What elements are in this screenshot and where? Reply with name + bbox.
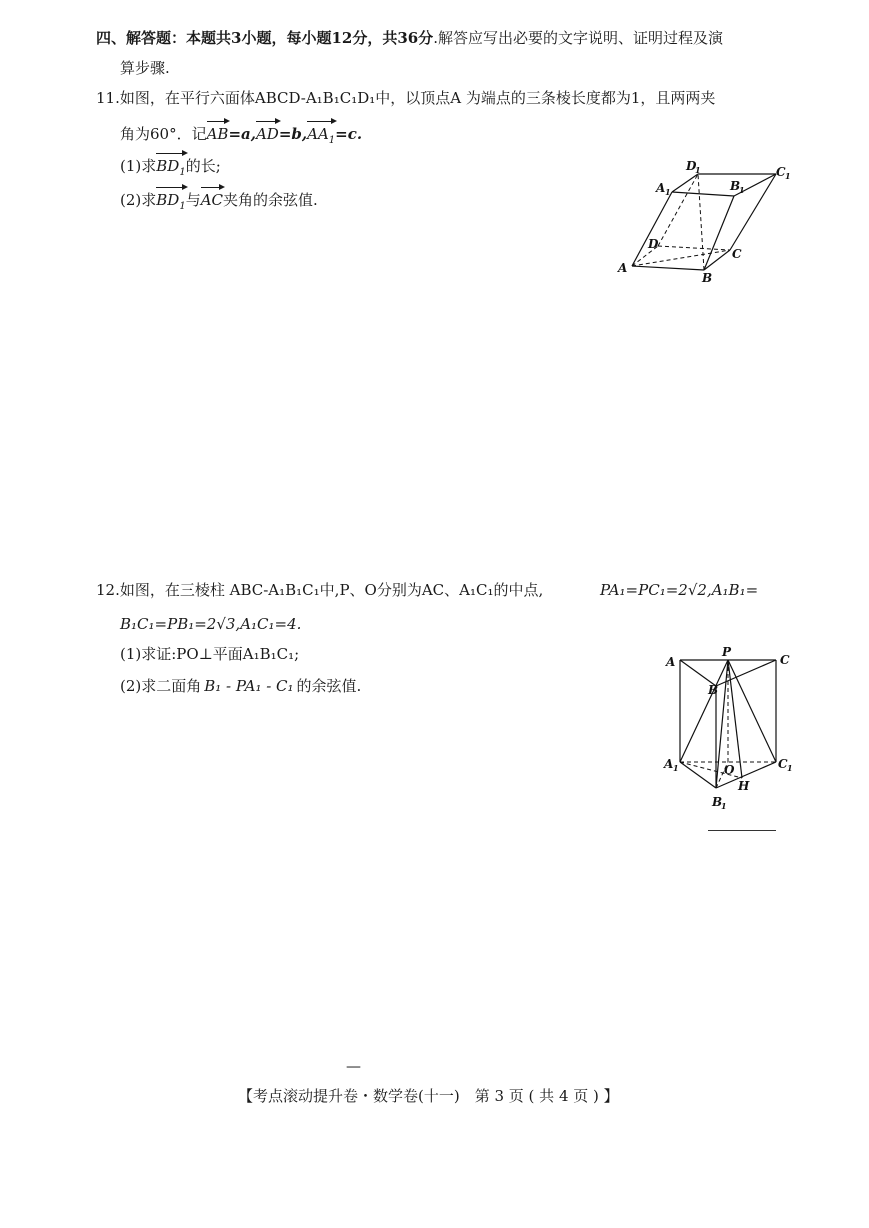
vector-aa1: $AA_1$ [307, 120, 335, 151]
fig12-label-a: A [666, 655, 676, 669]
q11-part1: (1)求$BD_1$的长; [120, 152, 221, 183]
svg-text:1: 1 [665, 187, 671, 197]
fig11-label-d1: D [686, 159, 697, 173]
q12-stem: 12.如图，在三棱柱 ABC-A₁B₁C₁中,P、O分别为AC、A₁C₁的中点, [96, 581, 544, 599]
eq-c: =c. [335, 125, 363, 143]
q11-stem: 11.如图，在平行六面体ABCD-A₁B₁C₁D₁中，以顶点A 为端点的三条棱长度都为1，且两两夹 [96, 89, 716, 107]
section-instruction-cont: 算步骤. [120, 59, 170, 77]
eq-b: =b, [278, 125, 308, 143]
fig12-label-b1: B [712, 795, 723, 809]
fig12-label-o: O [724, 763, 735, 777]
vector-bd1-2: $BD_1$ [156, 186, 185, 217]
fig11-label-c: C [732, 247, 742, 261]
answer-blank-line [708, 830, 776, 831]
svg-text:1: 1 [787, 763, 793, 773]
q12-stem-right: PA₁=PC₁=2√2,A₁B₁= [600, 581, 759, 599]
footer-dash: — [346, 1057, 361, 1075]
prism-figure [660, 640, 800, 815]
vector-ac: AC [201, 186, 223, 210]
fig11-label-b: B [702, 271, 713, 285]
fig12-label-b: B [708, 683, 719, 697]
vector-ab: AB [207, 120, 229, 144]
fig11-label-a1: A [656, 181, 666, 195]
svg-text:1: 1 [721, 801, 727, 811]
fig12-label-c: C [780, 653, 790, 667]
svg-text:1: 1 [785, 171, 791, 181]
fig12-label-h: H [738, 779, 750, 793]
footer-page-label: 【考点滚动提升卷・数学卷(十一) 第 3 页 ( 共 4 页 ) 】 [238, 1087, 619, 1105]
dihedral-angle-expr: B₁ - PA₁ - C₁ [204, 677, 294, 695]
svg-text:1: 1 [673, 763, 679, 773]
fig12-label-c1: C [778, 757, 788, 771]
q12-part2: (2)求二面角 B₁ - PA₁ - C₁ 的余弦值. [120, 677, 362, 695]
q11-stem-vectors [120, 120, 362, 151]
eq-a: =a, [228, 125, 256, 143]
vector-ad: AD [256, 120, 279, 144]
parallelepiped-figure [612, 150, 802, 290]
svg-text:1: 1 [695, 165, 701, 175]
fig11-label-d: D [648, 237, 659, 251]
q11-angle-text: 角为60°．记 [120, 125, 207, 143]
svg-text:1: 1 [739, 185, 745, 195]
section-heading: 四、解答题：本题共3小题，每小题12分，共36分 [96, 29, 434, 47]
fig11-label-a: A [618, 261, 628, 275]
fig11-label-c1: C [776, 165, 786, 179]
section-instruction: .解答应写出必要的文字说明、证明过程及演 [433, 29, 723, 47]
fig11-label-b1: B [730, 179, 741, 193]
fig12-label-a1: A [664, 757, 674, 771]
fig12-label-p: P [722, 645, 732, 659]
q12-stem-cont: B₁C₁=PB₁=2√3,A₁C₁=4. [120, 615, 302, 633]
section-heading-line [96, 28, 723, 48]
vector-bd1: $BD_1$ [156, 152, 185, 183]
q11-part2: (2)求$BD_1$与AC夹角的余弦值. [120, 186, 318, 217]
q12-part1: (1)求证:PO⊥平面A₁B₁C₁; [120, 645, 300, 663]
